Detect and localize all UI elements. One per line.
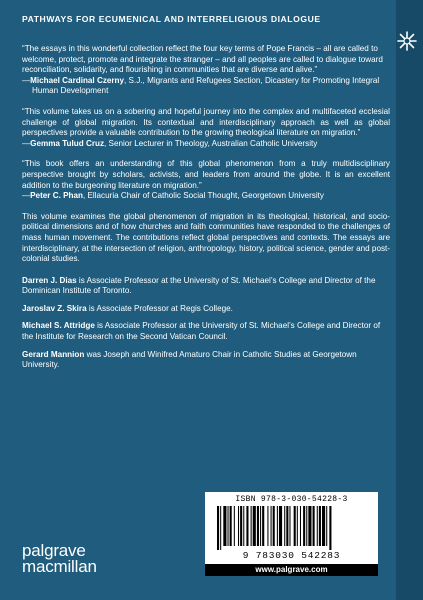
quote-text: “The essays in this wonderful collection reflect the four key terms of Pope Francis – all are called to welcome, protect, promote and integrate the stranger – and all peoples are called to dialogue toward reconciliation, solidarity, and flourishing in communities that are diverse and alive.”: [22, 44, 383, 75]
editor-bio-text: is Associate Professor at the University of St. Michael’s College and Director of the Institute for Research on the Second Vatican Council.: [22, 321, 381, 342]
quote-author-name: Michael Cardinal Czerny: [30, 75, 125, 85]
endorsement-quote: [22, 159, 390, 201]
editor-bio-text: is Associate Professor at Regis College.: [86, 303, 233, 313]
editor-bio: [22, 321, 390, 342]
quote-attribution: —Peter C. Phan, Ellacuria Chair of Catholic Social Thought, Georgetown University: [22, 191, 324, 201]
isbn-barcode: [205, 492, 378, 576]
palgrave-star-logo-icon: [396, 30, 418, 52]
editor-bio: [22, 304, 390, 315]
quote-attribution: —Gemma Tulud Cruz, Senior Lecturer in Theology, Australian Catholic University: [22, 138, 318, 148]
spine-strip: [396, 0, 423, 600]
editor-bio: [22, 276, 390, 297]
editor-bio-text: was Joseph and Winifred Amaturo Chair in Catholic Studies at Georgetown University.: [22, 349, 357, 370]
book-description: This volume examines the global phenomenon of migration in its theological, historical, and socio-political dimensions and of how churches and faith communities have responded to the challenges of mass human movement. The contributions reflect global perspectives and contexts. The essays are interdisciplinary, at the intersection of religion, anthropology, history, political science, gender and post-colonial studies.: [22, 211, 390, 264]
barcode-bars: [217, 506, 366, 550]
series-title: PATHWAYS FOR ECUMENICAL AND INTERRELIGIOUS DIALOGUE: [22, 14, 321, 24]
publisher-logo: [22, 543, 97, 575]
quote-author-role: , Senior Lecturer in Theology, Australian Catholic University: [104, 138, 318, 148]
editor-bio-text: is Associate Professor at the University of St. Michael’s College and Director of the Dominican Institute of Toronto.: [22, 275, 376, 296]
quote-author-name: Gemma Tulud Cruz: [30, 138, 105, 148]
quote-text: “This book offers an understanding of this global phenomenon from a truly multidisciplinary perspective brought by scholars, activists, and leaders from around the globe. It is an excellent addition to the burgeoning literature on migration.”: [22, 159, 390, 190]
quote-attribution: —Michael Cardinal Czerny, S.J., Migrants and Refugees Section, Dicastery for Promoting Integral Human Development: [22, 75, 380, 96]
editor-bio: [22, 350, 390, 371]
isbn-number: ISBN 978-3-030-54228-3: [235, 495, 348, 504]
editor-name: Gerard Mannion: [22, 349, 85, 359]
endorsement-quote: [22, 44, 390, 97]
editor-name: Darren J. Dias: [22, 275, 77, 285]
publisher-name-line1: palgrave: [22, 541, 86, 560]
editor-name: Michael S. Attridge: [22, 321, 95, 331]
publisher-website: www.palgrave.com: [205, 564, 378, 576]
endorsement-quote: [22, 107, 390, 149]
quote-author-role: , S.J., Migrants and Refugees Section, Dicastery for Promoting Integral Human Development: [32, 75, 380, 96]
quote-author-role: , Ellacuria Chair of Catholic Social Thought, Georgetown University: [82, 191, 324, 201]
quote-text: “This volume takes us on a sobering and hopeful journey into the complex and multifaceted ecclesial challenge of global migration. Its contextual and interdisciplinary approach as well as global perspectives provide a valuable contribution to the growing theological literature on migration.”: [22, 106, 390, 138]
quote-author-name: Peter C. Phan: [30, 191, 83, 201]
publisher-name-line2: macmillan: [22, 557, 97, 576]
editor-name: Jaroslav Z. Skira: [22, 303, 87, 313]
back-cover-content: [22, 44, 390, 378]
barcode-digits: 9 783030 542283: [242, 550, 341, 561]
